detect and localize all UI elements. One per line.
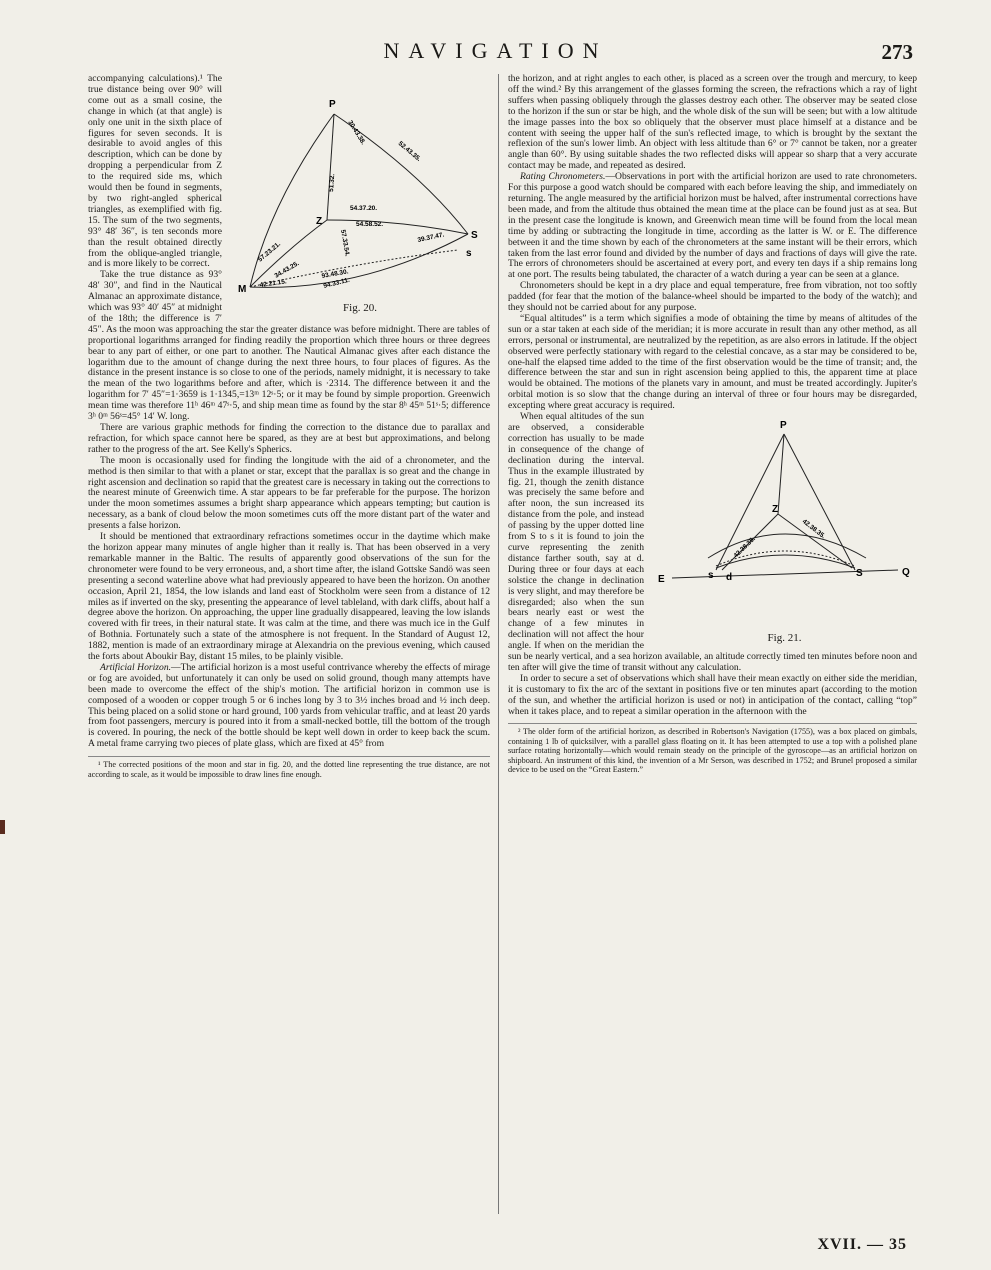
figure-21-caption: Fig. 21. [767, 632, 802, 645]
fig20-num-1: 51.32. [328, 173, 337, 193]
fig20-label-p: P [329, 99, 336, 110]
fig20-num-12: 94.33.11. [322, 276, 351, 290]
figure-20-diagram [230, 82, 490, 314]
section-heading-rating-chronometers: Rating Chronometers. [520, 171, 606, 183]
zenith-distance-right [778, 514, 852, 568]
right-paragraph-5: When equal altitudes of the sun are observed, a considerable correction has usually to be made in consequence of the change of declination during the interval. Thus in the example illustrated by fig. 21, though the zenith distance was precisely the same before and after noon, the sun increased its distance from the pole, and instead of passing by the upper dotted line from S to s it is found to join the curve representing the zenith distance farther south, say at d. During three or four days at each solstice the change in declination is very slight, and may therefore be disregarded; also when the sun bears nearly east or west the change of a few minutes in declination will not affect the hour angle. If when on the meridian the sun be nearly vertical, and a sea horizon available, an altitude correctly timed ten minutes before noon and ten after will give the time of transit without any calculation. [508, 411, 917, 673]
signature-mark: XVII. — 35 [817, 1236, 907, 1253]
fig20-num-5: 54.58.52. [356, 221, 384, 228]
fig20-num-11: 93.48.30. [321, 268, 350, 280]
left-column [88, 74, 490, 1214]
fig21-label-p: P [780, 420, 787, 432]
right-paragraph-3: Chronometers should be kept in a dry place and equal temperature, free from vibration, not too softly padded (for fear that the motion of the balance-wheel should be imparted to the body of the watch); and they should not be carried about for any purpose. [508, 280, 917, 314]
right-footnote-text: ² The older form of the artificial horizon, as described in Robertson's Navigation (1755), was a box placed on gimbals, containing 1 lb of quicksilver, with a parallel glass floating on it. It has been attempted to use a top with a polished plane surface rotating horizontally—which would remain steady on the principle of the gyroscope—as an artificial horizon on shipboard. An instrument of this kind, the invention of a Mr Serson, was described in 1752; and Brunel proposed a similar device to be used on the “Great Eastern.” [508, 727, 917, 775]
left-paragraph-1: accompanying calculations).¹ The true distance being over 90° will come out as a small cosine, the change in which (at that angle) is only one unit in the sixth place of figures for seven seconds. It is desirable to avoid angles of this description, which can be done by dropping a perpendicular from Z to the required side ms, which would then be found in segments, by two right-angled spherical triangles, as exemplified with fig. 15. The sum of the two segments, 93° 48′ 36″, is ten seconds more than the result obtained directly from the oblique-angled triangle, and is more likely to be correct. [88, 74, 222, 270]
left-paragraph-4: The moon is occasionally used for finding the longitude with the aid of a chronometer, and the method is then similar to that with a planet or star, except that the parallax is so great and the change in right ascension and declination so rapid that the greatest care is necessary in taking out the corrections to the nearest minute of Greenwich time. A star appears to be far preferable for the purpose. The horizon under the moon sometimes assumes a bright sharp appearance which appears tempting; but caution is necessary, as a bank of cloud below the moon sometimes cuts off the more distant part of the water and presents a false horizon. [88, 454, 490, 532]
right-paragraph-1: the horizon, and at right angles to each other, is placed as a screen over the trough and mercury, to keep off the wind.² By this arrangement of the glasses forming the screen, the refractions which a ray of light suffers when passing obliquely through the glasses destroy each other. The observer may be seated close to the horizon if the sun or star be high, and the whole disk of the sun will be seen; but with a low altitude the image passes into the box so obliquely that the observer must place himself at a distance and be content with seeing the upper half of the sun's reflected image, to which is brought by the sextant the reflexion of the sun's lower limb. An object with less altitude than 6° or 7° cannot be taken, nor a greater angle than 60°. By using suitable shades the two reflected disks will appear so sharp that a very accurate contact may be made, and repeated as desired. [508, 74, 917, 172]
binding-mark [0, 820, 5, 834]
fig20-num-8: 57.23.21. [256, 240, 283, 264]
fig20-num-6: 39.37.47. [416, 231, 445, 244]
fig20-num-7: 57.33.54. [339, 229, 351, 258]
left-paragraph-6 [88, 663, 490, 750]
page-header [0, 38, 991, 72]
line-pz [778, 434, 784, 514]
section-heading-artificial-horizon: Artificial Horizon. [100, 661, 172, 673]
fig21-label-s-lower: s [708, 570, 714, 582]
right-footnote [508, 723, 917, 774]
fig20-num-9: 34.43.25. [273, 260, 301, 280]
line-pz [327, 114, 337, 220]
right-paragraph-2-text: —Observations in port with the artificial horizon are used to rate chronometers. For this purpose a good watch should be compared with each before leaving the ship, and immediately on returning. The angle measured by the artificial horizon must be halved, after instrumental corrections have been made, and from the altitude thus obtained the mean time at the place can be found just as at sea. But in the present case the longitude is known, and Greenwich mean time will be found from the local mean time by adding or subtracting the longitude in time, according as the latter is W. or E. The difference between it and the time shown by each of the chronometers at the same instant will be their errors, which taken from the last error found and divided by the number of days and fractions of days will give the rate. The errors of chronometers should be ascertained at every port, and every ten days if a ship remains long at one port. The results being tabulated, the character of a watch during a year can be seen at a glance. [508, 171, 917, 281]
fig20-num-4: 54.37.20. [350, 205, 378, 212]
fig21-label-e: E [658, 574, 665, 586]
fig21-label-q: Q [902, 567, 910, 579]
fig21-label-z: Z [772, 504, 779, 516]
right-paragraph-4: “Equal altitudes” is a term which signifies a mode of obtaining the time by means of altitudes of the sun or a star taken at each side of the meridian; it is more accurate in result than any other method, as all errors, personal or instrumental, are neutralized by the repetition, as are also errors in latitude. If the object observed were perfectly stationary with regard to the celestial concave, as a star may be considered to be, one-half the elapsed time added to the time of the first observation would be the time of transit; and, the difference between the star and sun in right ascension being applied to this, the apparent time at place would be obtained. The motions of the planets vary in amount, and must be treated accordingly. Jupiter's orbital motion is so slow that the change during an interval of three or four hours may be disregarded, excepting where great accuracy is required. [508, 312, 917, 412]
right-paragraph-6: In order to secure a set of observations which shall have their mean exactly on either side the meridian, it is customary to fix the arc of the sextant in positions five or ten minutes apart (according to the motion of the sun, and whether the artificial horizon is used or not) in anticipation of the contact, calling “top” when it takes place, and to repeat a similar operation in the afternoon with the [508, 672, 917, 717]
left-paragraph-5: It should be mentioned that extraordinary refractions sometimes occur in the daytime which make the horizon appear many minutes of angle higher than it really is. That has been observed in a very remarkable manner in the Baltic. The results of apparently good observations of the sun for the chronometer were found to be very erroneous, and, a short time after, the island Gottske Sandö was seen presenting a second waterline above what had previously appeared to have been the horizon. On another occasion, April 21, 1854, the low islands and land east of Stockholm were seen from a distance of 12 miles as if inverted on the sky, presenting the appearance of level tableland, with dark cliffs, about half a degree above the horizon. On approaching, the upper line gradually disappeared, leaving the low islands covered with fir trees, in their natural state. It was calm at the time, and there was much ice in the Gulf of Bothnia. Fortunately such a state of the atmosphere is not frequent. In the Standard of August 12, 1882, mention is made of an extraordinary mirage at Alexandria on the previous evening, which caused the forts about Aboukir Bay, distant 15 miles, to be plainly visible. [88, 531, 490, 663]
column-rule [498, 74, 499, 1214]
figure-20-caption: Fig. 20. [343, 302, 377, 315]
fig21-label-d: d [726, 572, 733, 584]
figure-21-diagram [652, 418, 917, 644]
fig20-num-3: 52.43.35. [396, 140, 422, 163]
fig20-num-10: 42.21.15. [259, 278, 288, 289]
fig20-label-s-upper: S [471, 230, 478, 241]
right-paragraph-2 [508, 172, 917, 281]
figure-20 [230, 82, 490, 314]
fig20-num-2: 30.43.38. [346, 119, 367, 147]
fig21-label-s-upper: S [856, 568, 863, 580]
left-footnote-text: ¹ The corrected positions of the moon and star in fig. 20, and the dotted line representing the true distance, are not according to scale, as it would be impossible to draw lines fine enough. [88, 760, 490, 779]
left-paragraph-6-text: —The artificial horizon is a most useful contrivance whereby the effects of mirage or fog are avoided, but unfortunately it can only be used on solid ground, though many attempts have been made to overcome the effect of the ship's motion. The artificial horizon in common use is composed of a wooden or copper trough 5 or 6 inches long by 3 to 3½ inches broad and ½ inch deep. This being placed on a solid stone or hard ground, 100 yards from vehicular traffic, and at least 20 yards from foot passengers, mercury is poured into it from a small-necked bottle, till the bottom of the trough is covered. In pouring, the neck of the bottle should be kept well down in order to keep back the scum. A metal frame carrying two pieces of plate glass, which are fixed at 45° from [88, 661, 490, 750]
line-zs [327, 220, 468, 234]
left-footnote [88, 756, 490, 779]
meridian-left [716, 434, 784, 570]
left-paragraph-2: Take the true distance as 93° 48′ 30″, and find in the Nautical Almanac an approximate distance, which was 93° 40′ 45″ at midnight of the 18th; the difference is 7′ 45″. As the moon was approaching the star the greater distance was before midnight. There are tables of proportional logarithms arranged for finding readily the proportion which three hours or three degrees bear to any part of either, or one part to another. The Nautical Almanac gives after each distance the logarithm due to the amount of change during the next three hours, to four places of figures. As the distance in the present instance is so close to one of the periods, namely midnight, it is necessary to take the mean of the two logarithms before and after, which is ·2314. The difference between it and the logarithm for 7′ 45″=1·3659 is 1·1345,=13ᵐ 12ˢ·5; or it may be found by simple proportion. Greenwich mean time was therefore 11ʰ 46ᵐ 47ˢ·5, and ship mean time as found by the star 8ʰ 45ᵐ 51ˢ·5; difference 3ʰ 0ᵐ 56ˢ=45° 14′ W. long. [88, 269, 490, 423]
right-column [508, 74, 917, 1214]
fig20-label-m: M [238, 284, 247, 295]
fig21-num-2: 42.38.35. [800, 518, 827, 541]
fig20-label-s-lower: s [466, 248, 472, 259]
page-number: 273 [881, 40, 913, 64]
meridian-right [784, 434, 855, 570]
fig21-num-1: 42.38.35. [732, 535, 757, 560]
figure-21 [652, 418, 917, 644]
fig20-label-z: Z [316, 216, 323, 227]
horizon-line [672, 570, 898, 578]
running-title: NAVIGATION [383, 38, 608, 63]
left-paragraph-3: There are various graphic methods for finding the correction to the distance due to parallax and refraction, for which space cannot here be spared, as they are at best but approximations, and belong rather to the progress of the art. See Kelly's Spherics. [88, 422, 490, 455]
